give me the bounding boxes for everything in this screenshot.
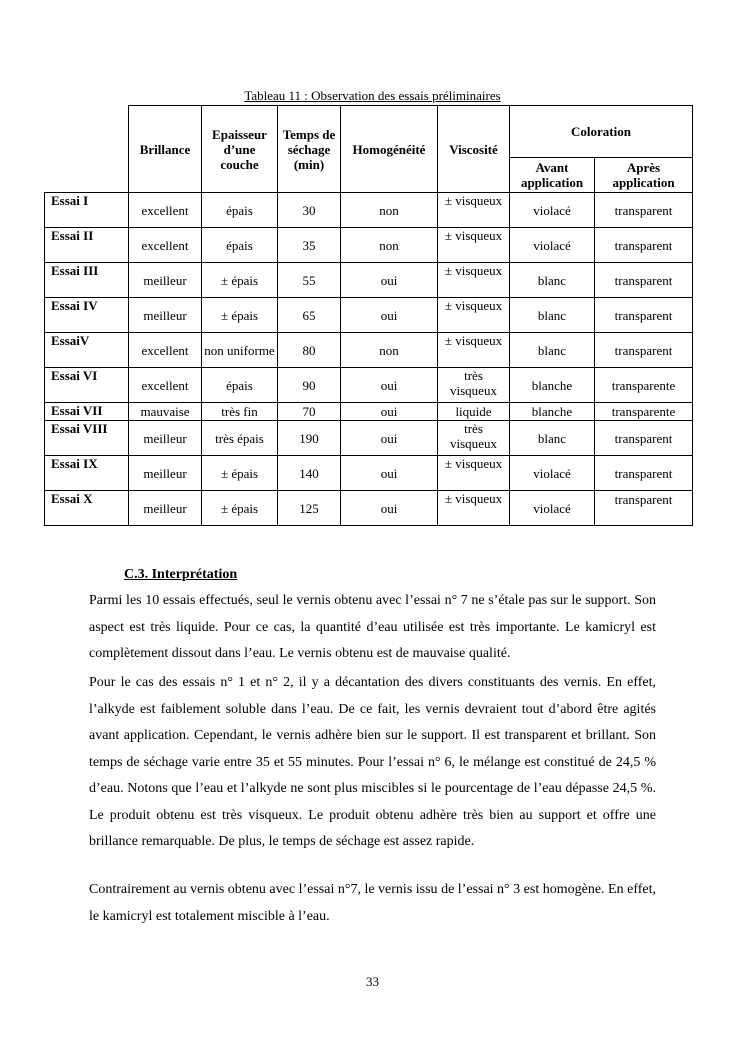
cell-brillance: meilleur: [129, 298, 202, 333]
observation-table: [44, 105, 693, 526]
cell-essai: Essai II: [45, 228, 129, 263]
cell-essai: Essai VI: [45, 368, 129, 403]
cell-apres: transparente: [595, 403, 693, 421]
header-apres-application: Après application: [595, 158, 693, 193]
cell-viscosite: liquide: [438, 403, 510, 421]
cell-avant: blanc: [510, 333, 595, 368]
cell-apres: transparent: [595, 333, 693, 368]
cell-avant: violacé: [510, 193, 595, 228]
cell-epaisseur: épais: [202, 193, 278, 228]
header-viscosite: Viscosité: [438, 106, 510, 193]
table-row: [45, 298, 693, 333]
cell-apres: transparent: [595, 456, 693, 491]
cell-apres: transparent: [595, 491, 693, 526]
cell-brillance: meilleur: [129, 263, 202, 298]
cell-essai: Essai III: [45, 263, 129, 298]
cell-avant: blanc: [510, 421, 595, 456]
cell-epaisseur: ± épais: [202, 456, 278, 491]
page-number: 33: [366, 974, 379, 989]
table-row: [45, 456, 693, 491]
cell-avant: blanche: [510, 403, 595, 421]
cell-temps: 65: [278, 298, 341, 333]
cell-essai: Essai VII: [45, 403, 129, 421]
paragraph: Contrairement au vernis obtenu avec l’essai n°7, le vernis issu de l’essai n° 3 est homogène. En effet, le kamicryl est totalement miscible à l’eau.: [89, 882, 656, 924]
table-row: [45, 403, 693, 421]
paragraph: Parmi les 10 essais effectués, seul le vernis obtenu avec l’essai n° 7 ne s’étale pas sur le support. Son aspect est très liquide. Pour ce cas, la quantité d’eau utilisée est très importante. Le kamicryl est complètement dissout dans l’eau. Le vernis obtenu est de mauvaise qualité.: [89, 593, 656, 661]
cell-apres: transparent: [595, 193, 693, 228]
cell-avant: violacé: [510, 228, 595, 263]
cell-viscosite: très visqueux: [438, 368, 510, 403]
cell-apres: transparente: [595, 368, 693, 403]
cell-apres: transparent: [595, 228, 693, 263]
cell-viscosite: ± visqueux: [438, 263, 510, 298]
cell-homogeneite: non: [341, 228, 438, 263]
cell-brillance: meilleur: [129, 491, 202, 526]
cell-viscosite: ± visqueux: [438, 491, 510, 526]
table-row: [45, 333, 693, 368]
table-row: [45, 491, 693, 526]
cell-temps: 55: [278, 263, 341, 298]
cell-apres: transparent: [595, 263, 693, 298]
cell-epaisseur: très fin: [202, 403, 278, 421]
cell-epaisseur: épais: [202, 228, 278, 263]
cell-temps: 30: [278, 193, 341, 228]
header-temps: Temps de séchage (min): [278, 106, 341, 193]
header-avant-application: Avant application: [510, 158, 595, 193]
cell-epaisseur: non uniforme: [202, 333, 278, 368]
cell-apres: transparent: [595, 421, 693, 456]
cell-viscosite: ± visqueux: [438, 228, 510, 263]
cell-brillance: meilleur: [129, 456, 202, 491]
header-epaisseur: Epaisseur d’une couche: [202, 106, 278, 193]
cell-brillance: excellent: [129, 333, 202, 368]
table-row: [45, 228, 693, 263]
cell-homogeneite: non: [341, 193, 438, 228]
cell-essai: Essai IX: [45, 456, 129, 491]
table-caption: Tableau 11 : Observation des essais préliminaires: [244, 88, 501, 103]
cell-epaisseur: épais: [202, 368, 278, 403]
cell-viscosite: ± visqueux: [438, 298, 510, 333]
cell-epaisseur: ± épais: [202, 491, 278, 526]
cell-temps: 140: [278, 456, 341, 491]
cell-brillance: meilleur: [129, 421, 202, 456]
cell-epaisseur: ± épais: [202, 298, 278, 333]
cell-avant: blanche: [510, 368, 595, 403]
cell-essai: Essai IV: [45, 298, 129, 333]
table-row: [45, 368, 693, 403]
cell-homogeneite: oui: [341, 298, 438, 333]
cell-essai: EssaiV: [45, 333, 129, 368]
table-row: [45, 263, 693, 298]
cell-temps: 80: [278, 333, 341, 368]
cell-avant: blanc: [510, 298, 595, 333]
cell-temps: 125: [278, 491, 341, 526]
cell-epaisseur: ± épais: [202, 263, 278, 298]
header-brillance: Brillance: [129, 106, 202, 193]
cell-apres: transparent: [595, 298, 693, 333]
cell-brillance: excellent: [129, 193, 202, 228]
cell-temps: 35: [278, 228, 341, 263]
cell-homogeneite: oui: [341, 421, 438, 456]
cell-avant: violacé: [510, 491, 595, 526]
header-homogeneite: Homogénéité: [341, 106, 438, 193]
cell-essai: Essai I: [45, 193, 129, 228]
cell-homogeneite: oui: [341, 368, 438, 403]
cell-viscosite: ± visqueux: [438, 193, 510, 228]
cell-temps: 90: [278, 368, 341, 403]
cell-homogeneite: non: [341, 333, 438, 368]
empty-corner-cell: [45, 106, 129, 193]
cell-homogeneite: oui: [341, 491, 438, 526]
table-row: [45, 421, 693, 456]
cell-viscosite: très visqueux: [438, 421, 510, 456]
table-row: [45, 193, 693, 228]
cell-brillance: mauvaise: [129, 403, 202, 421]
cell-avant: blanc: [510, 263, 595, 298]
table-body: [45, 193, 693, 526]
cell-viscosite: ± visqueux: [438, 333, 510, 368]
header-coloration: Coloration: [510, 106, 693, 158]
cell-viscosite: ± visqueux: [438, 456, 510, 491]
cell-homogeneite: oui: [341, 456, 438, 491]
paragraph: Pour le cas des essais n° 1 et n° 2, il y a décantation des divers constituants des vernis. En effet, l’alkyde est faiblement soluble dans l’eau. De ce fait, les vernis devraient tout d’abord être agités avant application. Cependant, le vernis adhère bien sur le support. Il est transparent et brillant. Son temps de séchage varie entre 35 et 55 minutes. Pour l’essai n° 6, le mélange est constitué de 24,5 % d’eau. Notons que l’eau et l’alkyde ne sont plus miscibles si le pourcentage de l’eau dépasse 24,5 %. Le produit obtenu est très visqueux. Le produit obtenu adhère très bien au support et offre une brillance remarquable. De plus, le temps de séchage est assez rapide.: [89, 675, 656, 849]
cell-homogeneite: oui: [341, 403, 438, 421]
cell-brillance: excellent: [129, 368, 202, 403]
section-heading: C.3. Interprétation: [124, 567, 238, 582]
cell-essai: Essai X: [45, 491, 129, 526]
cell-brillance: excellent: [129, 228, 202, 263]
cell-epaisseur: très épais: [202, 421, 278, 456]
cell-avant: violacé: [510, 456, 595, 491]
cell-temps: 190: [278, 421, 341, 456]
cell-essai: Essai VIII: [45, 421, 129, 456]
cell-homogeneite: oui: [341, 263, 438, 298]
cell-temps: 70: [278, 403, 341, 421]
